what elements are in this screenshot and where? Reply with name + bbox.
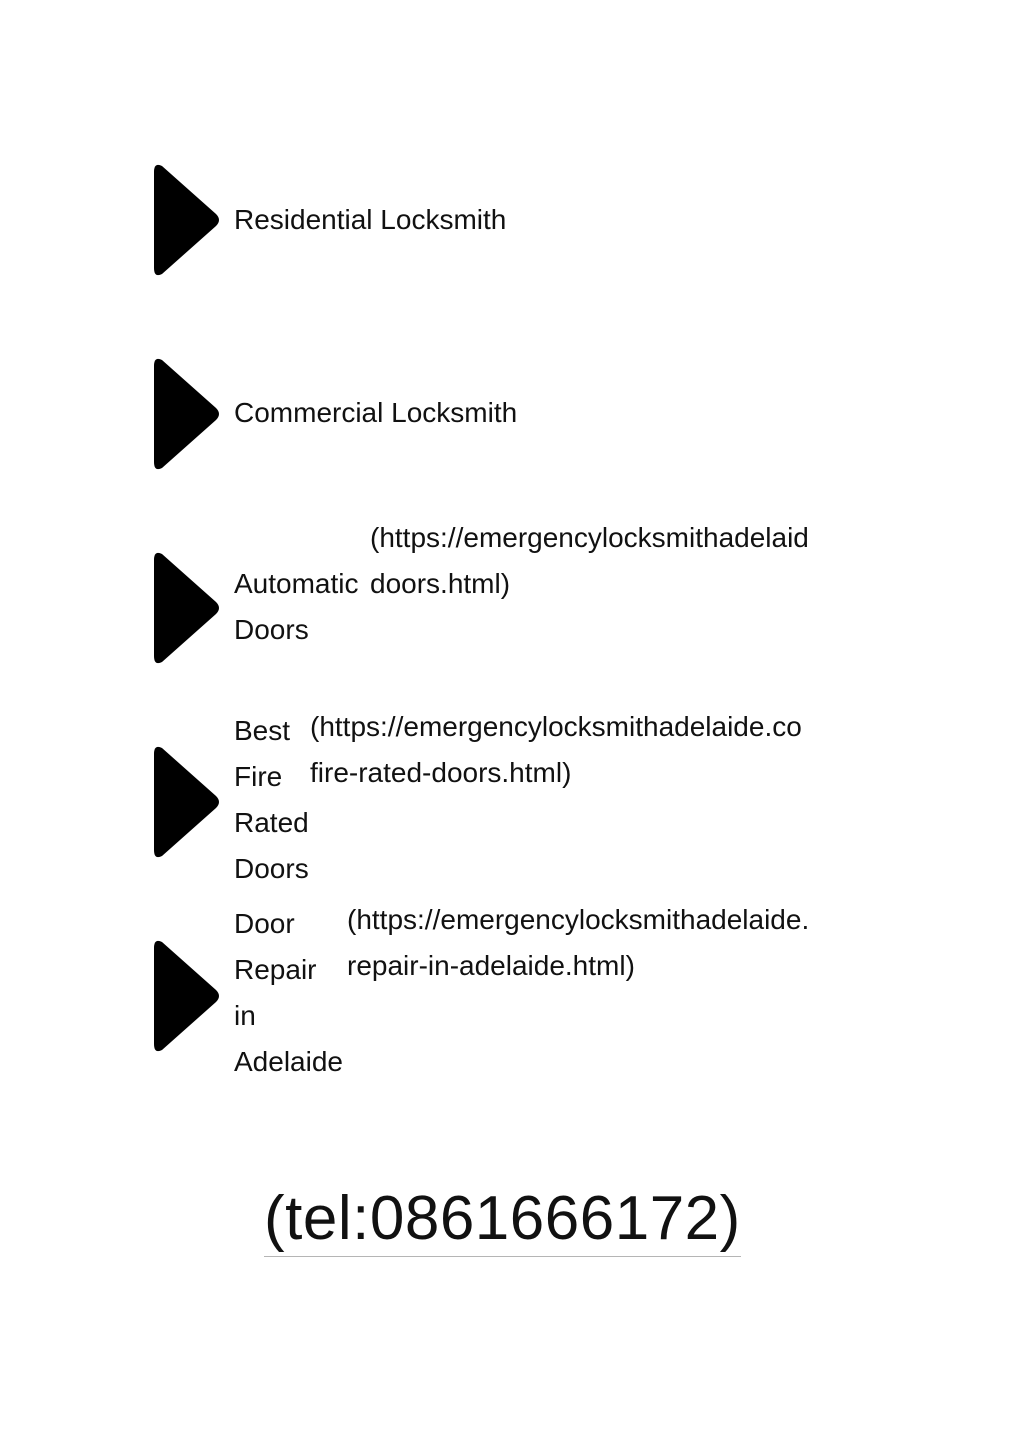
list-item-commercial-locksmith[interactable] — [152, 356, 882, 476]
list-item-door-repair-adelaide[interactable] — [152, 904, 882, 1077]
list-item-automatic-doors[interactable] — [152, 522, 882, 670]
play-arrow-icon — [152, 938, 222, 1054]
item-label-line: Rated — [234, 807, 309, 838]
item-url[interactable] — [347, 897, 882, 989]
item-label[interactable] — [234, 390, 517, 436]
item-label[interactable] — [234, 708, 309, 892]
item-url-line: (https://emergencylocksmithadelaide. — [347, 904, 810, 935]
item-label[interactable] — [234, 197, 506, 243]
item-label-line: Door — [234, 908, 295, 939]
play-arrow-icon — [152, 356, 222, 472]
item-label-line: in — [234, 1000, 256, 1031]
item-label-line: Doors — [234, 853, 309, 884]
item-url-line: repair-in-adelaide.html) — [347, 950, 635, 981]
play-arrow-icon — [152, 744, 222, 860]
item-label[interactable] — [234, 901, 343, 1085]
item-label-line: Adelaide — [234, 1046, 343, 1077]
item-url[interactable] — [370, 515, 882, 607]
item-label-line: Residential Locksmith — [234, 204, 507, 235]
play-arrow-icon — [152, 162, 222, 278]
item-url-line: (https://emergencylocksmithadelaid — [370, 522, 809, 553]
list-item-residential-locksmith[interactable] — [152, 162, 882, 282]
item-label[interactable] — [234, 561, 359, 653]
item-url-line: (https://emergencylocksmithadelaide.co — [310, 711, 802, 742]
list-item-fire-rated-doors[interactable] — [152, 711, 882, 884]
phone-link[interactable]: (tel:0861666172) — [264, 1182, 741, 1257]
item-label-line: Repair — [234, 954, 317, 985]
item-url-line: doors.html) — [370, 568, 511, 599]
item-label-line: Automatic — [234, 568, 359, 599]
play-arrow-icon — [152, 550, 222, 666]
item-url-line: fire-rated-doors.html) — [310, 757, 572, 788]
item-label-line: Commercial Locksmith — [234, 397, 518, 428]
item-url[interactable] — [310, 704, 882, 796]
item-label-line: Best — [234, 715, 291, 746]
item-label-line: Doors — [234, 614, 309, 645]
item-label-line: Fire — [234, 761, 283, 792]
